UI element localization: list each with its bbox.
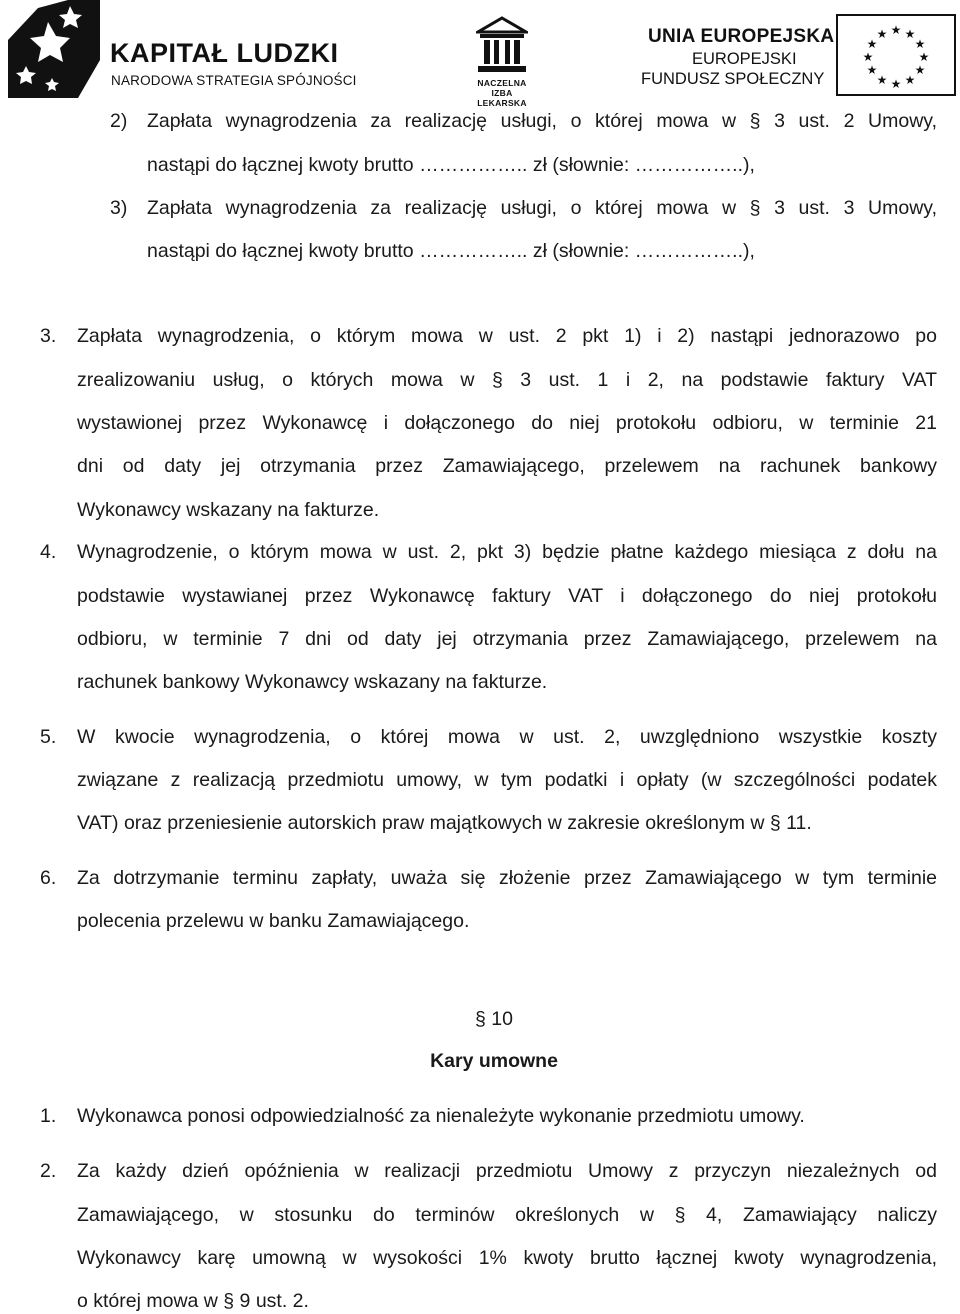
svg-text:★: ★ [904,73,916,87]
paragraph-line: polecenia przelewu w banku Zamawiającego. [77,910,470,932]
ue-line3: FUNDUSZ SPOŁECZNY [641,70,825,88]
item-text-line: nastąpi do łącznej kwoty brutto …………….. zł (słownie: ……………..), [147,240,755,262]
item-number: 3) [110,197,128,219]
paragraph-number: 4. [40,541,57,563]
paragraph-number: 3. [40,325,57,347]
ue-line2: EUROPEJSKI [692,50,797,68]
naczelna-izba-lekarska-logo [470,16,534,108]
unia-europejska-logo [640,24,960,100]
nil-name-line1: NACZELNA [477,78,527,88]
paragraph-line: Wykonawca ponosi odpowiedzialność za nienależyte wykonanie przedmiotu umowy. [77,1105,805,1127]
paragraph-line: związane z realizacją przedmiotu umowy, w tym podatki i opłaty (w szczególności podatek [77,769,937,791]
svg-text:★: ★ [876,27,888,41]
paragraph-line: Wykonawcy karę umowną w wysokości 1% kwoty brutto łącznej kwoty wynagrodzenia, [77,1247,937,1269]
svg-text:★: ★ [866,37,878,51]
item-text-line: Zapłata wynagrodzenia za realizację usługi, o której mowa w § 3 ust. 2 Umowy, [147,110,937,132]
svg-text:★: ★ [890,23,902,37]
paragraph-line: odbioru, w terminie 7 dni od daty jej otrzymania przez Zamawiającego, przelewem na [77,628,937,650]
paragraph-line: Wykonawcy wskazany na fakturze. [77,499,380,521]
item-text-line: Zapłata wynagrodzenia za realizację usługi, o której mowa w § 3 ust. 3 Umowy, [147,197,937,219]
paragraph-line: Za dotrzymanie terminu zapłaty, uważa się złożenie przez Zamawiającego w tym terminie [77,867,937,889]
svg-text:★: ★ [914,37,926,51]
ue-line1: UNIA EUROPEJSKA [648,26,835,47]
paragraph-number: 1. [40,1105,57,1127]
paragraph-line: VAT) oraz przeniesienie autorskich praw majątkowych w zakresie określonym w § 11. [77,812,812,834]
building-columns-icon [476,16,528,74]
kapital-ludzki-logo [0,0,370,100]
paragraph-line: Za każdy dzień opóźnienia w realizacji przedmiotu Umowy z przyczyn niezależnych od [77,1160,937,1182]
kapital-ludzki-mark-icon [8,0,100,98]
page-header [0,0,960,108]
section-title: Kary umowne [430,1050,558,1072]
svg-text:★: ★ [866,63,878,77]
paragraph-line: Wynagrodzenie, o którym mowa w ust. 2, pkt 3) będzie płatne każdego miesiąca z dołu na [77,541,937,563]
paragraph-number: 6. [40,867,57,889]
paragraph-line: zrealizowaniu usług, o których mowa w § 3 ust. 1 i 2, na podstawie faktury VAT [77,369,937,391]
svg-text:★: ★ [904,27,916,41]
item-text-line: nastąpi do łącznej kwoty brutto …………….. zł (słownie: ……………..), [147,154,755,176]
section-number: § 10 [475,1008,513,1030]
kapital-ludzki-subtitle: NARODOWA STRATEGIA SPÓJNOŚCI [111,73,357,88]
paragraph-line: dni od daty jej otrzymania przez Zamawiającego, przelewem na rachunek bankowy [77,455,937,477]
paragraph-line: W kwocie wynagrodzenia, o której mowa w ust. 2, uwzględniono wszystkie koszty [77,726,937,748]
paragraph-line: Zamawiającego, w stosunku do terminów określonych w § 4, Zamawiający naliczy [77,1204,937,1226]
paragraph-line: podstawie wystawianej przez Wykonawcę faktury VAT i dołączonego do niej protokołu [77,585,937,607]
svg-text:★: ★ [862,50,874,64]
svg-text:★: ★ [914,63,926,77]
item-number: 2) [110,110,128,132]
paragraph-line: rachunek bankowy Wykonawcy wskazany na fakturze. [77,671,548,693]
svg-text:★: ★ [918,50,930,64]
eu-flag-icon [836,14,956,96]
svg-text:★: ★ [876,73,888,87]
paragraph-number: 2. [40,1160,57,1182]
paragraph-line: Zapłata wynagrodzenia, o którym mowa w ust. 2 pkt 1) i 2) nastąpi jednorazowo po [77,325,937,347]
svg-text:★: ★ [890,77,902,91]
paragraph-line: o której mowa w § 9 ust. 2. [77,1290,309,1312]
paragraph-number: 5. [40,726,57,748]
kapital-ludzki-title: KAPITAŁ LUDZKI [110,38,339,68]
nil-name-line2: IZBA LEKARSKA [477,88,527,108]
paragraph-line: wystawionej przez Wykonawcę i dołączonego do niej protokołu odbioru, w terminie 21 [77,412,937,434]
